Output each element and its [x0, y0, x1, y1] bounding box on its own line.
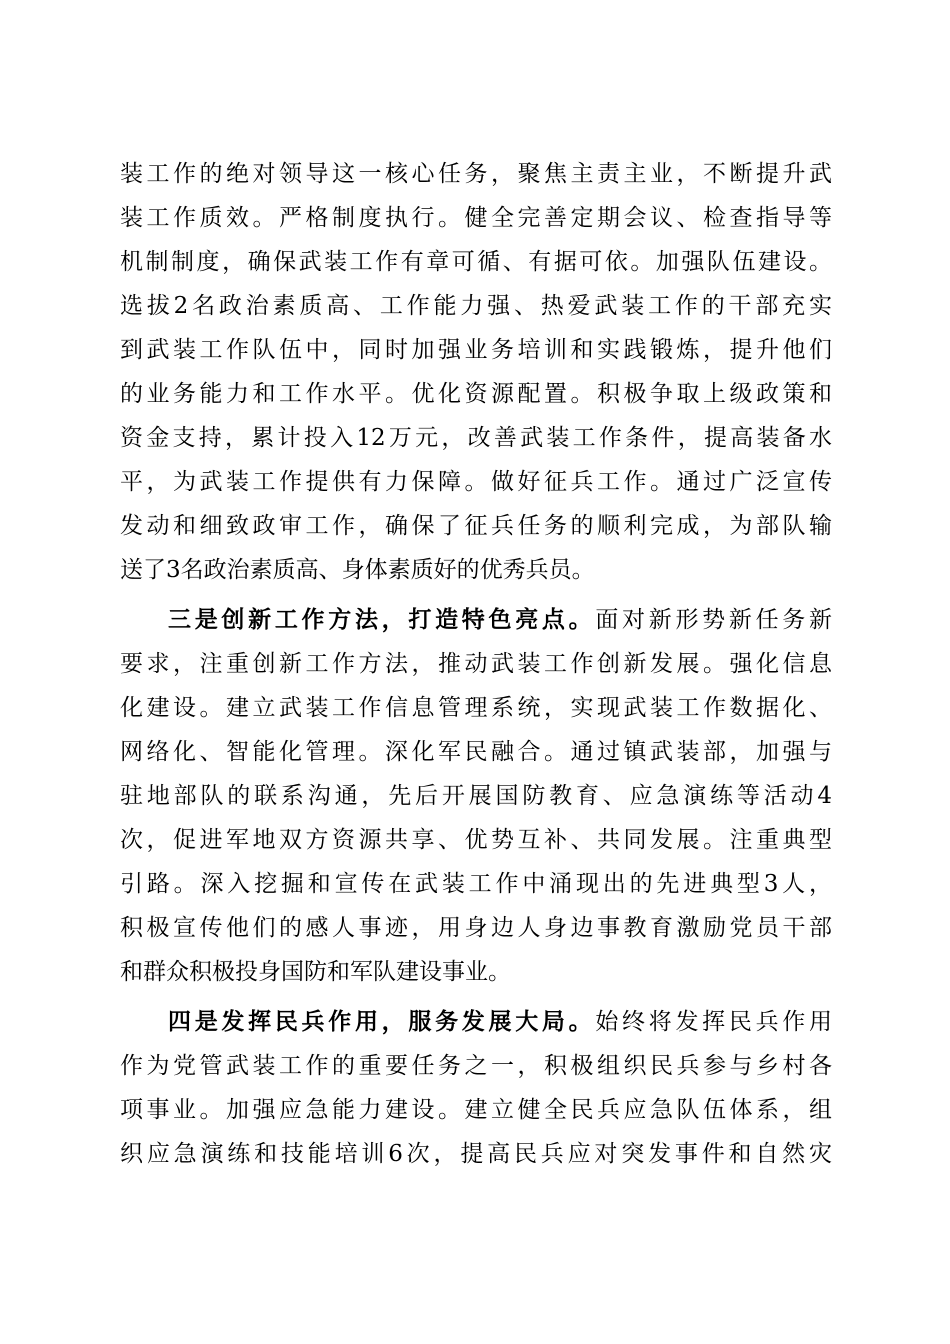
- text-line: 发动和细致政审工作，确保了征兵任务的顺利完成，为部队输: [120, 513, 832, 539]
- text-line: 项事业。加强应急能力建设。建立健全民兵应急队伍体系，组: [120, 1097, 832, 1123]
- text-line: 次，促进军地双方资源共享、优势互补、共同发展。注重典型: [120, 827, 832, 853]
- body-text: [120, 152, 832, 1176]
- section-3-first-text: 面对新形势新任务新: [595, 607, 833, 633]
- text-line: 化建设。建立武装工作信息管理系统，实现武装工作数据化、: [120, 695, 832, 721]
- text-line: 机制制度，确保武装工作有章可循、有据可依。加强队伍建设。: [120, 249, 832, 275]
- text-line: 到武装工作队伍中，同时加强业务培训和实践锻炼，提升他们: [120, 337, 832, 363]
- text-line: 资金支持，累计投入12万元，改善武装工作条件，提高装备水: [120, 425, 832, 451]
- text-line: 平，为武装工作提供有力保障。做好征兵工作。通过广泛宣传: [120, 469, 832, 495]
- text-line: 装工作的绝对领导这一核心任务，聚焦主责主业，不断提升武: [120, 161, 832, 187]
- section-4-heading: 四是发挥民兵作用，服务发展大局。: [168, 1008, 596, 1035]
- text-line: 驻地部队的联系沟通，先后开展国防教育、应急演练等活动4: [120, 783, 832, 809]
- text-line: 织应急演练和技能培训6次，提高民兵应对突发事件和自然灾: [120, 1141, 832, 1167]
- section-4-first-text: 始终将发挥民兵作用: [595, 1009, 833, 1035]
- text-line: 选拔2名政治素质高、工作能力强、热爱武装工作的干部充实: [120, 293, 832, 319]
- text-line: 要求，注重创新工作方法，推动武装工作创新发展。强化信息: [120, 651, 832, 677]
- text-line: 装工作质效。严格制度执行。健全完善定期会议、检查指导等: [120, 205, 832, 231]
- text-line: 网络化、智能化管理。深化军民融合。通过镇武装部，加强与: [120, 739, 832, 765]
- section-3-first-line: [120, 598, 832, 642]
- text-line: 积极宣传他们的感人事迹，用身边人身边事教育激励党员干部: [120, 915, 832, 941]
- section-4-first-line: [120, 1000, 832, 1044]
- text-line: 的业务能力和工作水平。优化资源配置。积极争取上级政策和: [120, 381, 832, 407]
- text-line: 和群众积极投身国防和军队建设事业。: [120, 959, 511, 985]
- text-line: 作为党管武装工作的重要任务之一，积极组织民兵参与乡村各: [120, 1053, 832, 1079]
- section-3-heading: 三是创新工作方法，打造特色亮点。: [168, 606, 596, 633]
- text-line: 送了3名政治素质高、身体素质好的优秀兵员。: [120, 557, 595, 583]
- text-line: 引路。深入挖掘和宣传在武装工作中涌现出的先进典型3人，: [120, 871, 832, 897]
